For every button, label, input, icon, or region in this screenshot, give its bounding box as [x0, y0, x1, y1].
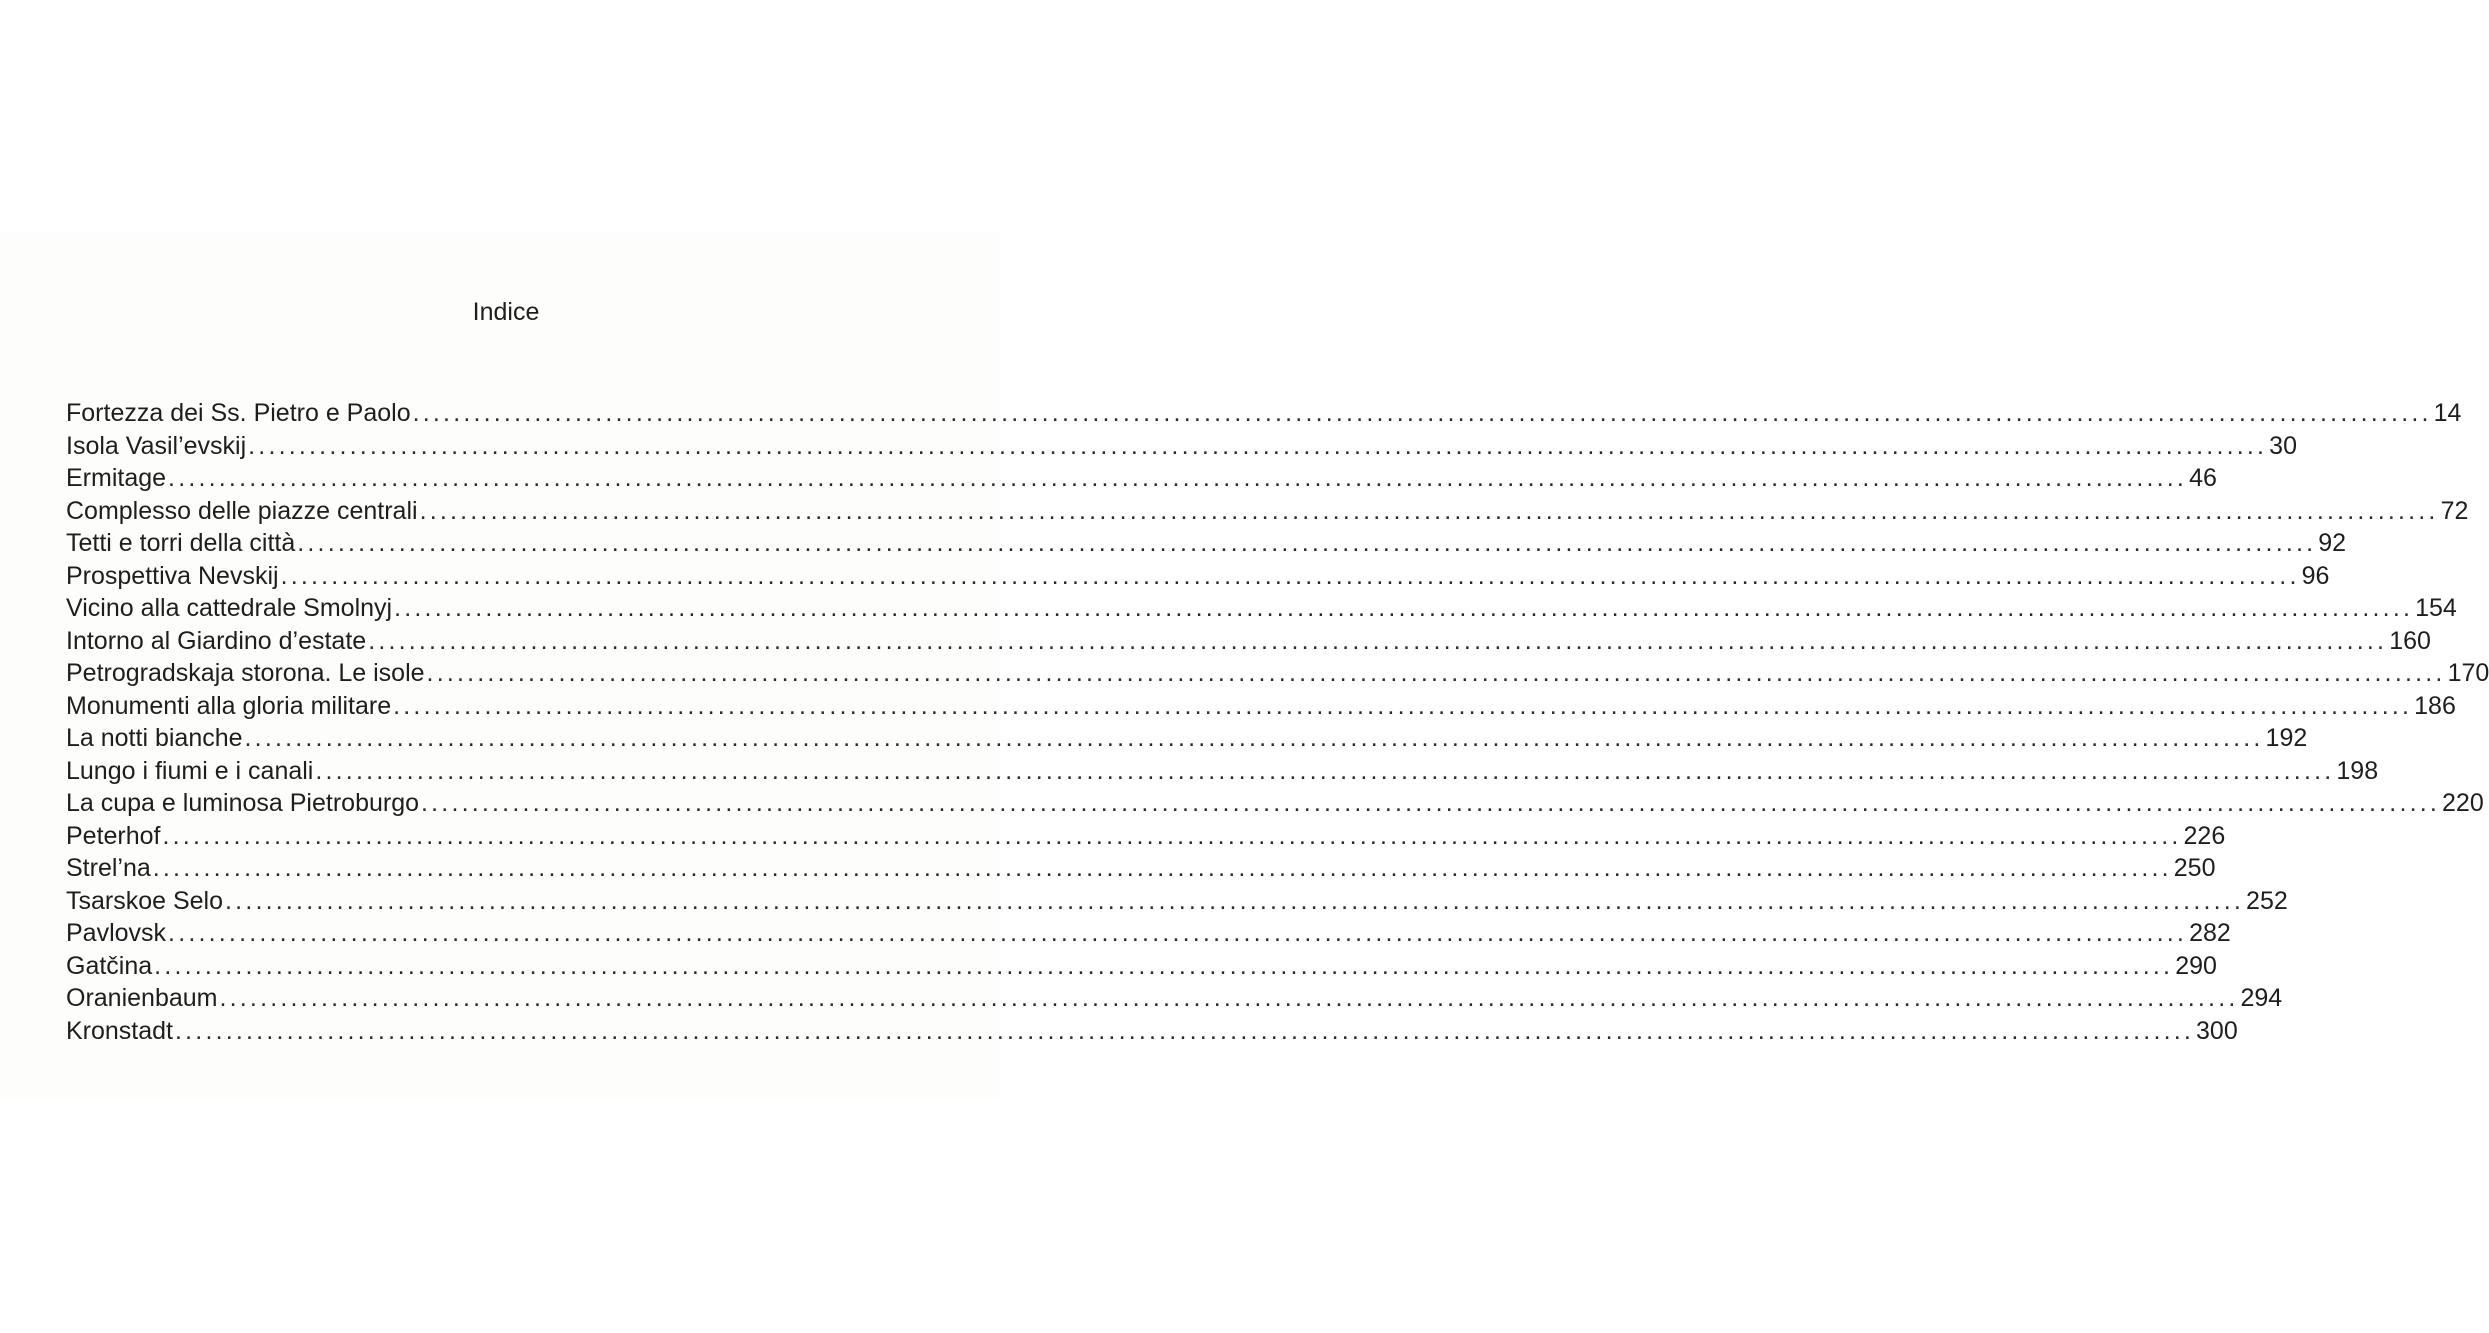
toc-entry: [66, 787, 2484, 820]
toc-entry-title: Lungo i fiumi e i canali: [66, 756, 314, 785]
toc-entry: [66, 917, 2231, 950]
toc-entry: [66, 690, 2456, 723]
toc-entry-title: Petrogradskaja storona. Le isole: [66, 659, 425, 687]
toc-dot-leader: .......................................................................................................................................................................................................: [297, 529, 2317, 557]
toc-entry-page-number: 92: [2318, 529, 2347, 557]
toc-entry: [66, 495, 2469, 528]
toc-entry-title: Tsarskoe Selo: [66, 886, 224, 915]
toc-entry-title: La cupa e luminosa Pietroburgo: [66, 789, 420, 817]
toc-entry-page-number: 72: [2440, 496, 2469, 525]
toc-entry-page-number: 226: [2183, 821, 2226, 850]
toc-entry: [66, 592, 2457, 625]
toc-dot-leader: .......................................................................................................................................................................................................: [248, 431, 2268, 460]
toc-dot-leader: .......................................................................................................................................................................................................: [244, 724, 2264, 752]
toc-entry-title: Pavlovsk: [66, 919, 167, 947]
toc-entry-title: Peterhof: [66, 821, 161, 850]
toc-dot-leader: .......................................................................................................................................................................................................: [426, 659, 2446, 687]
toc-entry-title: Fortezza dei Ss. Pietro e Paolo: [66, 399, 411, 427]
toc-dot-leader: .......................................................................................................................................................................................................: [315, 756, 2335, 785]
toc-entry-page-number: 294: [2240, 984, 2283, 1012]
toc-dot-leader: .......................................................................................................................................................................................................: [412, 399, 2432, 427]
toc-entry-title: Vicino alla cattedrale Smolnyj: [66, 594, 393, 622]
toc-dot-leader: .......................................................................................................................................................................................................: [419, 496, 2439, 525]
table-of-contents: [66, 397, 2489, 1047]
toc-entry-page-number: 186: [2414, 691, 2456, 720]
toc-entry-page-number: 250: [2173, 854, 2216, 882]
index-heading: Indice: [472, 298, 540, 326]
toc-dot-leader: .......................................................................................................................................................................................................: [421, 789, 2441, 817]
toc-entry-title: La notti bianche: [66, 724, 243, 752]
toc-entry: [66, 430, 2297, 463]
toc-entry: [66, 560, 2330, 593]
toc-entry: [66, 1015, 2238, 1048]
toc-entry-title: Complesso delle piazze centrali: [66, 496, 418, 525]
toc-entry-page-number: 252: [2246, 886, 2288, 915]
toc-entry-page-number: 154: [2415, 594, 2457, 622]
toc-entry-title: Intorno al Giardino d’estate: [66, 626, 367, 655]
toc-entry: [66, 657, 2489, 690]
toc-entry: [66, 625, 2431, 658]
toc-entry: [66, 755, 2379, 788]
toc-entry-page-number: 192: [2265, 724, 2308, 752]
toc-dot-leader: .......................................................................................................................................................................................................: [152, 854, 2172, 882]
toc-entry-title: Gatčina: [66, 951, 153, 980]
toc-entry-title: Monumenti alla gloria militare: [66, 691, 392, 720]
toc-entry: [66, 397, 2462, 430]
toc-entry-page-number: 170: [2447, 659, 2489, 687]
toc-entry: [66, 950, 2217, 983]
toc-entry-title: Ermitage: [66, 464, 167, 492]
toc-entry-page-number: 46: [2189, 464, 2217, 492]
toc-dot-leader: .......................................................................................................................................................................................................: [154, 951, 2174, 980]
toc-entry-page-number: 282: [2189, 919, 2231, 947]
toc-dot-leader: .......................................................................................................................................................................................................: [175, 1016, 2195, 1045]
toc-entry: [66, 885, 2288, 918]
toc-entry: [66, 527, 2347, 560]
toc-dot-leader: .......................................................................................................................................................................................................: [394, 594, 2414, 622]
toc-entry-page-number: 14: [2433, 399, 2462, 427]
toc-entry: [66, 852, 2216, 885]
toc-entry-title: Tetti e torri della città: [66, 529, 296, 557]
toc-entry-page-number: 290: [2175, 951, 2217, 980]
toc-entry: [66, 722, 2308, 755]
toc-entry-title: Prospettiva Nevskij: [66, 561, 279, 590]
toc-dot-leader: .......................................................................................................................................................................................................: [168, 464, 2188, 492]
toc-dot-leader: .......................................................................................................................................................................................................: [219, 984, 2239, 1012]
toc-dot-leader: .......................................................................................................................................................................................................: [280, 561, 2300, 590]
toc-entry-title: Strel’na: [66, 854, 151, 882]
toc-entry-title: Kronstadt: [66, 1016, 174, 1045]
toc-entry-page-number: 30: [2269, 431, 2297, 460]
toc-entry: [66, 820, 2226, 853]
toc-entry: [66, 982, 2283, 1015]
toc-entry-page-number: 160: [2389, 626, 2431, 655]
toc-dot-leader: .......................................................................................................................................................................................................: [162, 821, 2182, 850]
toc-entry-page-number: 96: [2301, 561, 2330, 590]
toc-entry-title: Isola Vasil’evskij: [66, 431, 247, 460]
toc-entry-page-number: 220: [2442, 789, 2484, 817]
toc-entry-page-number: 198: [2336, 756, 2379, 785]
toc-dot-leader: .......................................................................................................................................................................................................: [225, 886, 2245, 915]
toc-entry-title: Oranienbaum: [66, 984, 218, 1012]
toc-dot-leader: .......................................................................................................................................................................................................: [168, 919, 2188, 947]
toc-dot-leader: .......................................................................................................................................................................................................: [393, 691, 2413, 720]
toc-dot-leader: .......................................................................................................................................................................................................: [368, 626, 2388, 655]
toc-entry-page-number: 300: [2196, 1016, 2238, 1045]
toc-entry: [66, 462, 2217, 495]
